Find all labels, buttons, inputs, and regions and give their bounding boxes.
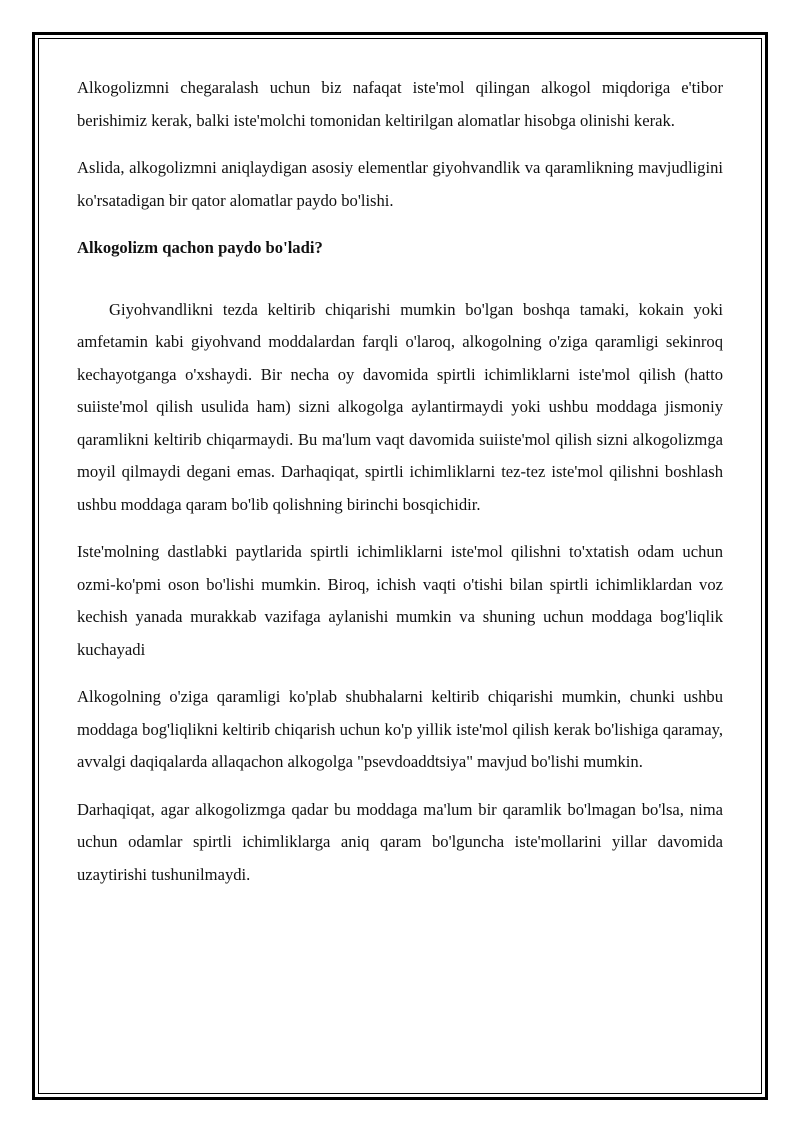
paragraph-3: Giyohvandlikni tezda keltirib chiqarishi mumkin bo'lgan boshqa tamaki, kokain yoki amfetamin kabi giyohvand moddalardan farqli o'laroq, alkogolning o'ziga qaramligi sekinroq kechayotganga o'xshaydi. Bir necha oy davomida spirtli ichimliklarni iste'mol qilish (hatto suiiste'mol qilish usulida ham) sizni alkogolga aylantirmaydi yoki ushbu moddaga jismoniy qaramlikni keltirib chiqarmaydi. Bu ma'lum vaqt davomida suiiste'mol qilish sizni alkogolizmga moyil qilmaydi degani emas. Darhaqiqat, spirtli ichimliklarni tez-tez iste'mol qilishni boshlash ushbu moddaga qaram bo'lib qolishning birinchi bosqichidir. xyxy=(77,299,723,514)
document-body xyxy=(77,72,723,906)
paragraph-2: Aslida, alkogolizmni aniqlaydigan asosiy elementlar giyohvandlik va qaramlikning mavjudligini ko'rsatadigan bir qator alomatlar paydo bo'lishi. xyxy=(77,158,723,210)
paragraph-4: Iste'molning dastlabki paytlarida spirtli ichimliklarni iste'mol qilishni to'xtatish odam uchun ozmi-ko'pmi oson bo'lishi mumkin. Biroq, ichish vaqti o'tishi bilan spirtli ichimliklardan voz kechish yanada murakkab vazifaga aylanishi mumkin va shuning uchun moddaga bog'liqlik kuchayadi xyxy=(77,542,723,659)
section-heading: Alkogolizm qachon paydo bo'ladi? xyxy=(77,238,323,257)
paragraph-5: Alkogolning o'ziga qaramligi ko'plab shubhalarni keltirib chiqarishi mumkin, chunki ushbu moddaga bog'liqlikni keltirib chiqarish uchun ko'p yillik iste'mol qilish kerak bo'lishiga qaramay, avvalgi daqiqalarda allaqachon alkogolga "psevdoaddtsiya" mavjud bo'lishi mumkin. xyxy=(77,687,723,771)
paragraph-6: Darhaqiqat, agar alkogolizmga qadar bu moddaga ma'lum bir qaramlik bo'lmagan bo'lsa, nima uchun odamlar spirtli ichimliklarga aniq qaram bo'lguncha iste'mollarini yillar davomida uzaytirishi tushunilmaydi. xyxy=(77,799,723,884)
paragraph-1: Alkogolizmni chegaralash uchun biz nafaqat iste'mol qilingan alkogol miqdoriga e'tibor berishimiz kerak, balki iste'molchi tomonidan keltirilgan alomatlar hisobga olinishi kerak. xyxy=(77,78,723,130)
